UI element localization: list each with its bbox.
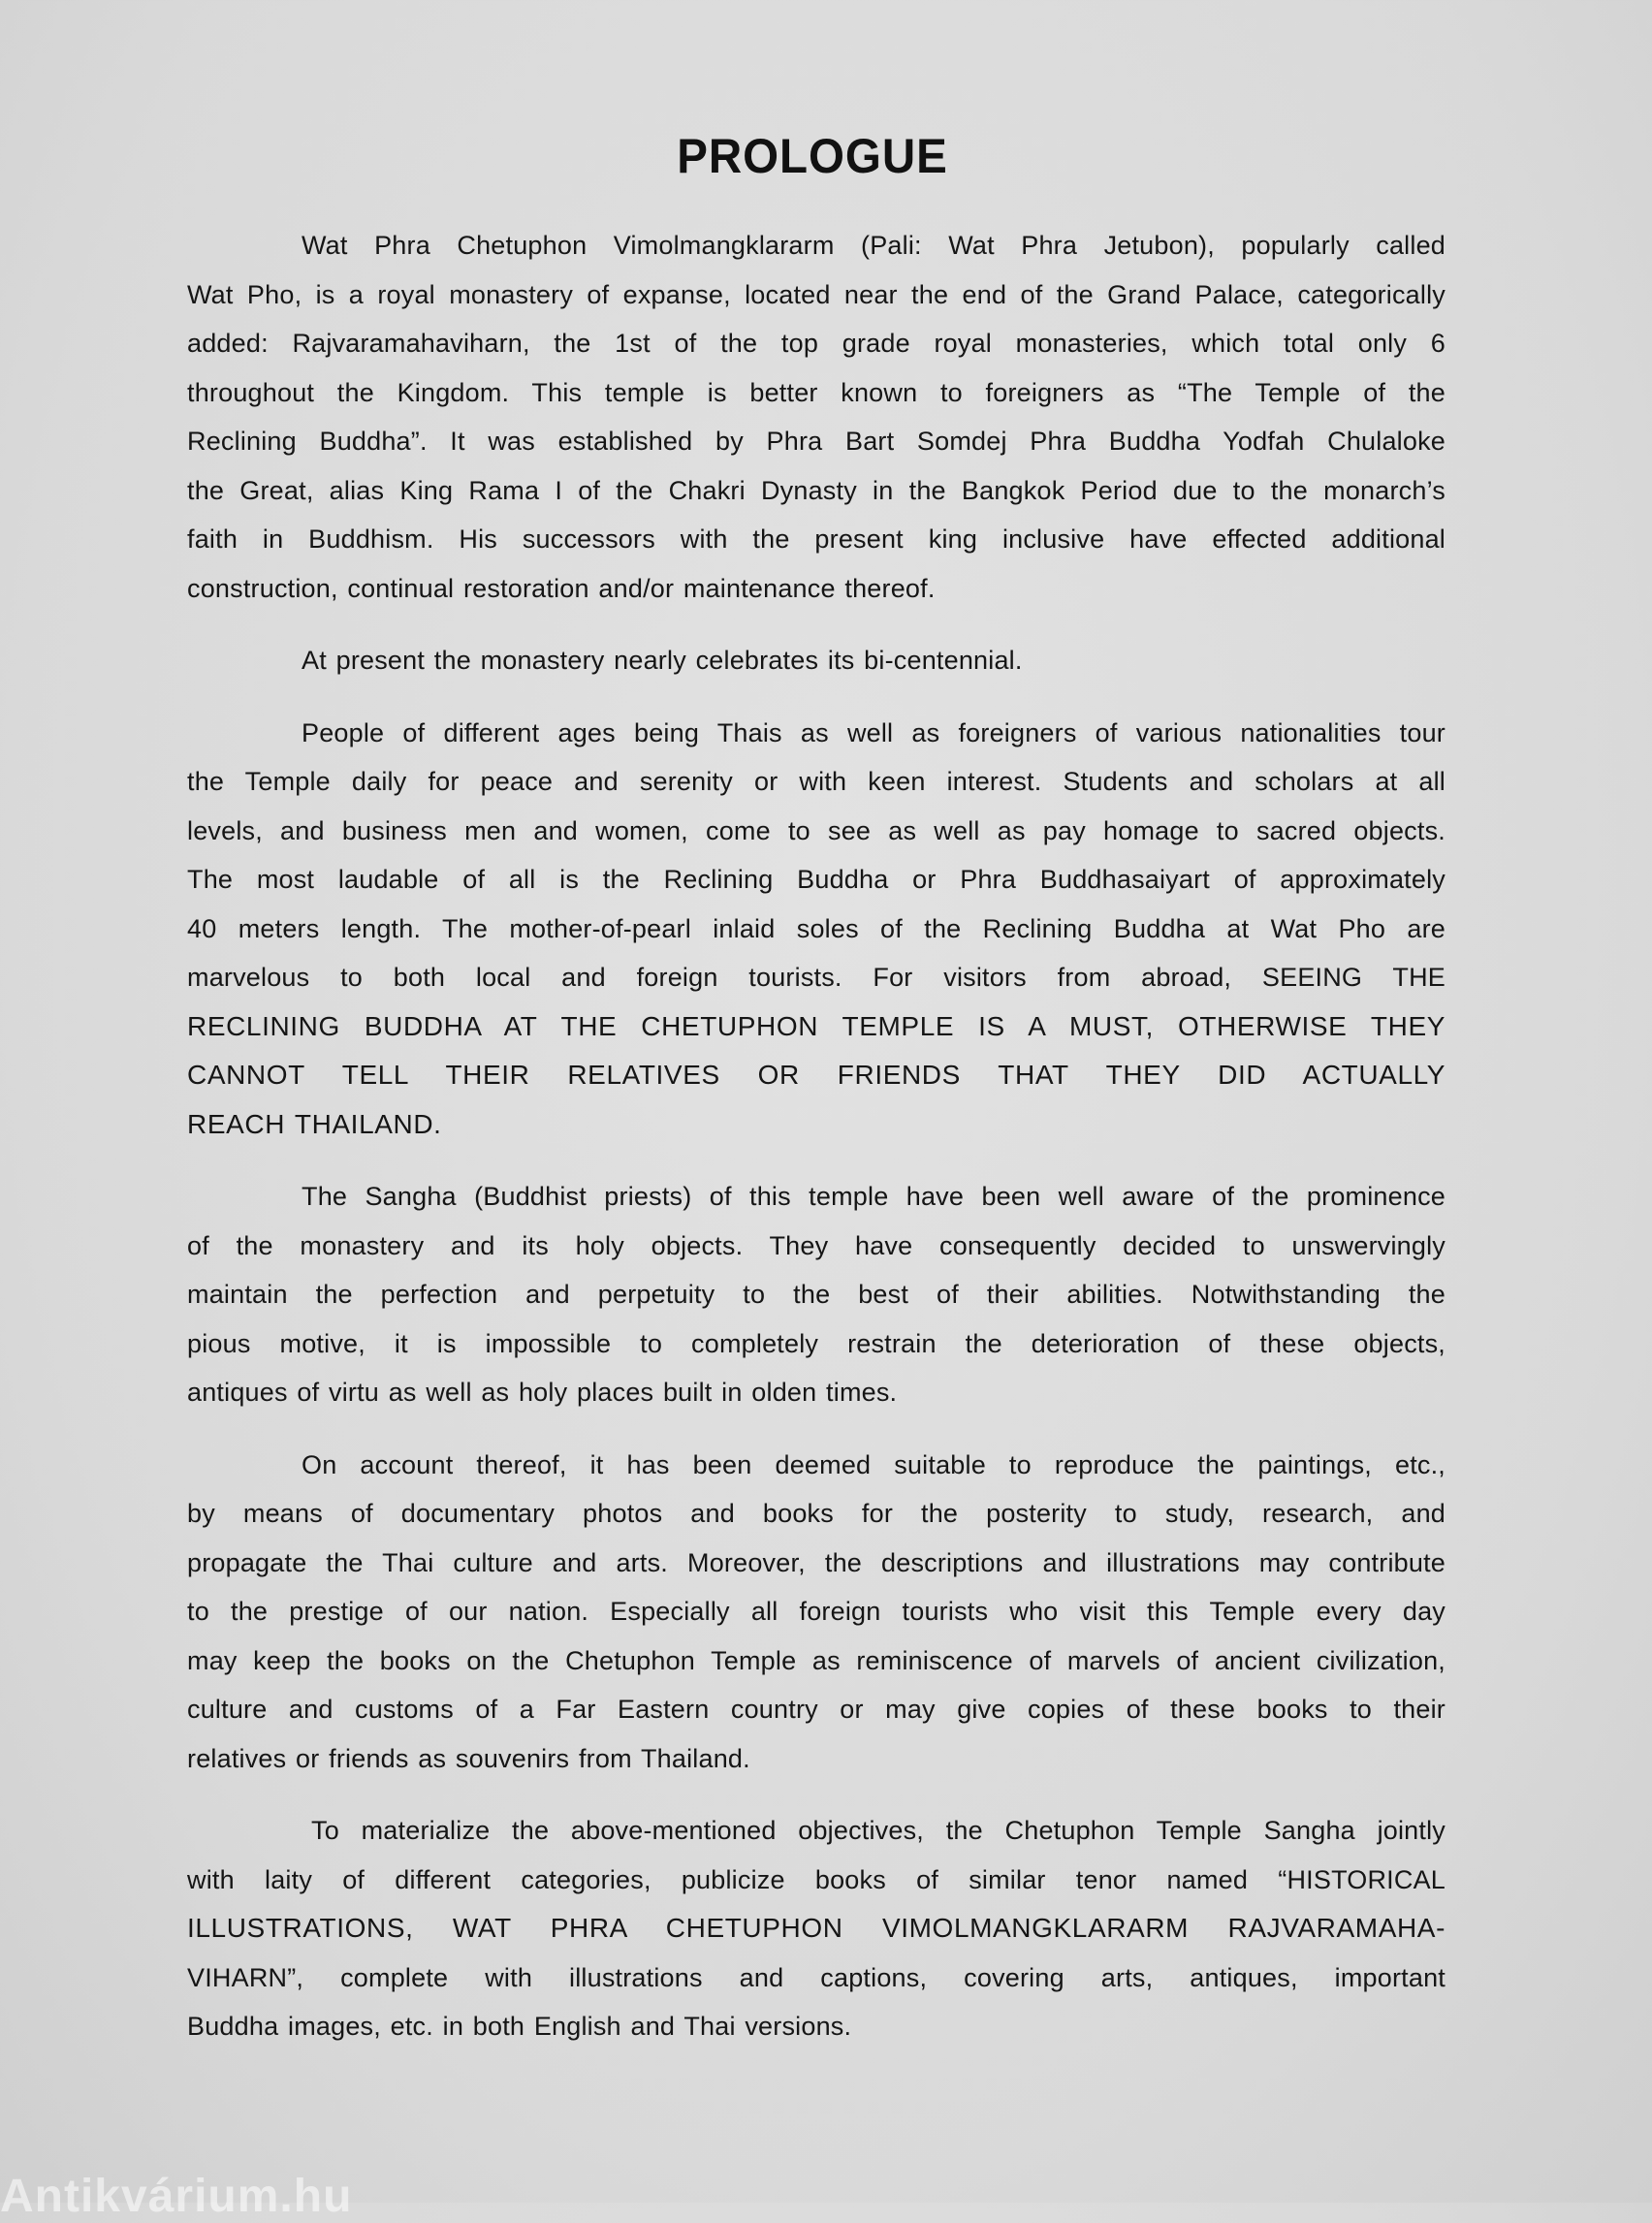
text-line: Reclining Buddha”. It was established by Phra Bart Somdej Phra Buddha Yodfah Chulaloke [187, 427, 1446, 456]
text-line: On account thereof, it has been deemed suitable to reproduce the paintings, etc., [302, 1449, 1446, 1479]
text-line: At present the monastery nearly celebrates its bi-centennial. [302, 646, 1023, 675]
paragraph-intro [187, 221, 1446, 613]
text-line: propagate the Thai culture and arts. Moreover, the descriptions and illustrations may contribute [187, 1547, 1446, 1577]
text-line: culture and customs of a Far Eastern country or may give copies of these books to their [187, 1695, 1446, 1724]
text-line: levels, and business men and women, come to see as well as pay homage to sacred objects. [187, 815, 1446, 845]
page-title: PROLOGUE [677, 129, 948, 183]
text-line: marvelous to both local and foreign tourists. For visitors from abroad, SEEING THE [187, 963, 1446, 992]
text-line: throughout the Kingdom. This temple is better known to foreigners as “The Temple of the [187, 377, 1446, 407]
text-line: The most laudable of all is the Reclining Buddha or Phra Buddhasaiyart of approximately [187, 865, 1446, 894]
paragraph-visitors [187, 709, 1446, 1150]
text-line: The Sangha (Buddhist priests) of this temple have been well aware of the prominence [302, 1182, 1446, 1211]
text-line: the Great, alias King Rama I of the Chakri Dynasty in the Bangkok Period due to the monarch’s [187, 475, 1446, 505]
text-line: faith in Buddhism. His successors with the present king inclusive have effected additional [187, 524, 1446, 554]
text-line: may keep the books on the Chetuphon Temple as reminiscence of marvels of ancient civilization, [187, 1645, 1446, 1675]
text-line: added: Rajvaramahaviharn, the 1st of the top grade royal monasteries, which total only 6 [187, 329, 1446, 358]
paragraph-bicentennial [187, 636, 1446, 685]
text-line: by means of documentary photos and books for the posterity to study, research, and [187, 1499, 1446, 1528]
paragraph-sangha [187, 1172, 1446, 1417]
text-line: the Temple daily for peace and serenity or with keen interest. Students and scholars at all [187, 767, 1446, 796]
text-line: Buddha images, etc. in both English and Thai versions. [187, 2012, 852, 2041]
text-line: of the monastery and its holy objects. They have consequently decided to unswervingly [187, 1230, 1446, 1260]
text-line: 40 meters length. The mother-of-pearl inlaid soles of the Reclining Buddha at Wat Pho are [187, 913, 1446, 943]
text-line: To materialize the above-mentioned objectives, the Chetuphon Temple Sangha jointly [311, 1816, 1446, 1845]
text-line: antiques of virtu as well as holy places built in olden times. [187, 1378, 898, 1407]
watermark-text: Antikvárium.hu [0, 2171, 353, 2222]
text-line-caps: CANNOT TELL THEIR RELATIVES OR FRIENDS THAT THEY DID ACTUALLY [187, 1060, 1446, 1090]
text-line: People of different ages being Thais as well as foreigners of various nationalities tour [302, 717, 1446, 747]
text-line: to the prestige of our nation. Especially all foreign tourists who visit this Temple every day [187, 1597, 1446, 1626]
text-line: maintain the perfection and perpetuity to the best of their abilities. Notwithstanding the [187, 1280, 1446, 1309]
text-line: Wat Pho, is a royal monastery of expanse, located near the end of the Grand Palace, categorically [187, 279, 1446, 309]
text-line: construction, continual restoration and/or maintenance thereof. [187, 573, 936, 603]
text-line-caps: REACH THAILAND. [187, 1108, 442, 1139]
paragraph-objectives [187, 1806, 1446, 2051]
document-body [187, 221, 1446, 2075]
text-line: ILLUSTRATIONS, WAT PHRA CHETUPHON VIMOLMANGKLARARM RAJVARAMAHA- [187, 1913, 1446, 1943]
text-line: relatives or friends as souvenirs from Thailand. [187, 1743, 750, 1773]
text-line-caps: RECLINING BUDDHA AT THE CHETUPHON TEMPLE IS A MUST, OTHERWISE THEY [187, 1010, 1446, 1041]
text-line: pious motive, it is impossible to completely restrain the deterioration of these objects, [187, 1328, 1446, 1358]
paragraph-reproduction [187, 1441, 1446, 1784]
text-line: with laity of different categories, publicize books of similar tenor named “HISTORICAL [187, 1864, 1446, 1894]
text-line: Wat Phra Chetuphon Vimolmangklararm (Pali: Wat Phra Jetubon), popularly called [302, 231, 1446, 260]
text-line: VIHARN”, complete with illustrations and captions, covering arts, antiques, important [187, 1962, 1446, 1992]
